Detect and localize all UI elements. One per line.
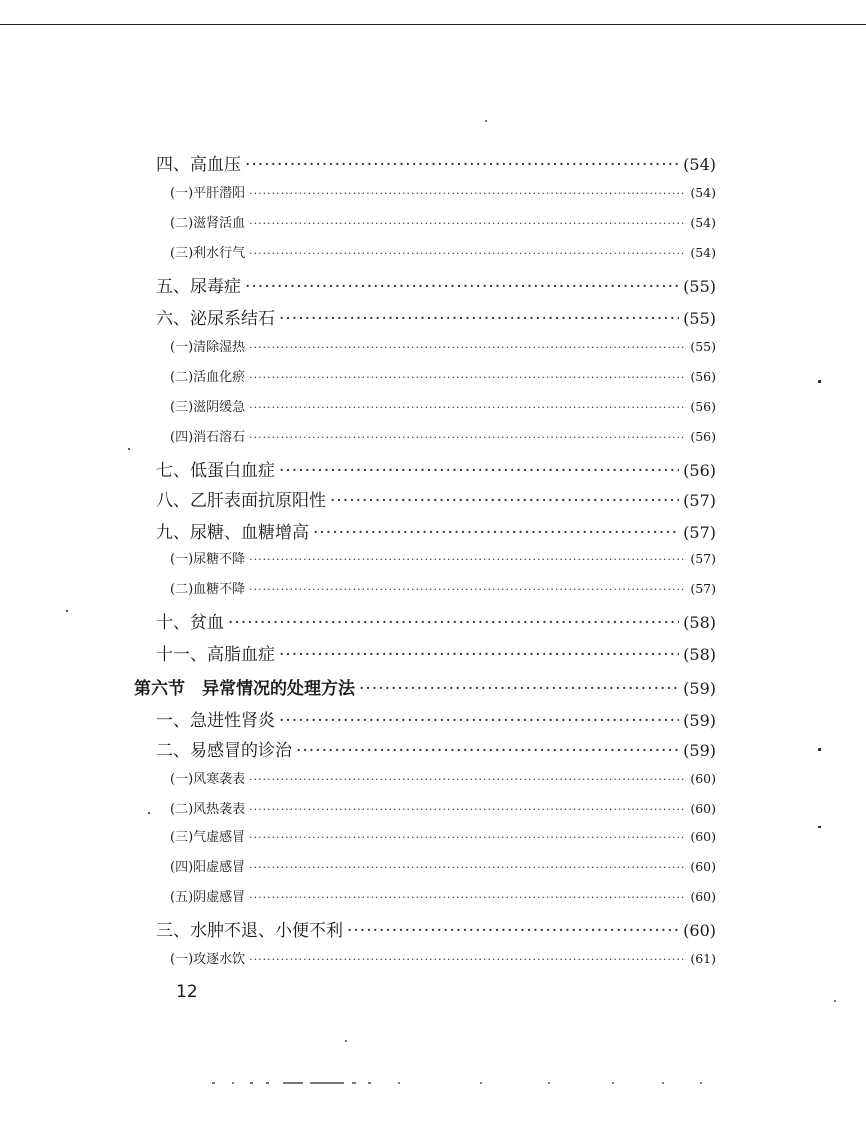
toc-entry-label: 第六节 异常情况的处理方法 bbox=[134, 679, 355, 699]
toc-entry-page: (58) bbox=[683, 613, 716, 632]
toc-entry-page: (56) bbox=[690, 399, 716, 414]
toc-entry-page: (57) bbox=[683, 523, 716, 542]
toc-entry-page: (54) bbox=[690, 215, 716, 230]
page-number: 12 bbox=[176, 982, 198, 1002]
toc-entry-label: 一、急进性肾炎 bbox=[156, 711, 275, 731]
toc-entry-page: (60) bbox=[690, 771, 716, 786]
toc-entry-page: (55) bbox=[690, 339, 716, 354]
toc-entry-page: (56) bbox=[683, 461, 716, 480]
toc-entry-page: (54) bbox=[690, 185, 716, 200]
toc-entry-label: (二)风热袭表 bbox=[170, 802, 246, 817]
toc-entry-page: (54) bbox=[690, 245, 716, 260]
toc-entry-page: (59) bbox=[683, 679, 716, 698]
toc-entry-page: (59) bbox=[683, 711, 716, 730]
toc-entry-page: (60) bbox=[690, 889, 716, 904]
toc-entry-label: (一)风寒袭表 bbox=[170, 772, 246, 787]
toc-entry-page: (61) bbox=[690, 951, 716, 966]
toc-entry-label: (三)滋阴缓急 bbox=[170, 400, 246, 415]
toc-entry-label: 十一、高脂血症 bbox=[156, 645, 275, 665]
toc-entry-page: (60) bbox=[690, 859, 716, 874]
toc-entry-label: 六、泌尿系结石 bbox=[156, 309, 275, 329]
toc-entry-label: 五、尿毒症 bbox=[156, 277, 241, 297]
toc-entry-page: (55) bbox=[683, 309, 716, 328]
toc-entry-label: (一)攻逐水饮 bbox=[170, 952, 246, 967]
toc-entry-label: (一)平肝潜阳 bbox=[170, 186, 246, 201]
toc-entry-page: (56) bbox=[690, 429, 716, 444]
toc-entry-label: 四、高血压 bbox=[156, 155, 241, 175]
toc-entry-page: (59) bbox=[683, 741, 716, 760]
toc-entry-page: (57) bbox=[690, 551, 716, 566]
toc-entry-label: 七、低蛋白血症 bbox=[156, 461, 275, 481]
toc-entry-page: (55) bbox=[683, 277, 716, 296]
toc-entry-page: (57) bbox=[690, 581, 716, 596]
toc-entry-label: (三)利水行气 bbox=[170, 246, 246, 261]
toc-entry-page: (58) bbox=[683, 645, 716, 664]
toc-entry-label: (三)气虚感冒 bbox=[170, 830, 246, 845]
toc-entry-label: (二)活血化瘀 bbox=[170, 370, 246, 385]
toc-entry-label: 八、乙肝表面抗原阳性 bbox=[156, 491, 326, 511]
toc-entry-page: (56) bbox=[690, 369, 716, 384]
toc-entry-page: (60) bbox=[690, 829, 716, 844]
toc-entry-page: (60) bbox=[690, 801, 716, 816]
toc-entry-label: (四)阳虚感冒 bbox=[170, 860, 246, 875]
toc-entry-page: (60) bbox=[683, 921, 716, 940]
toc-entry-label: (一)清除湿热 bbox=[170, 340, 246, 355]
toc-entry-label: (四)消石溶石 bbox=[170, 430, 246, 445]
toc-entry-label: 二、易感冒的诊治 bbox=[156, 741, 292, 761]
toc-entry-label: (二)滋肾活血 bbox=[170, 216, 246, 231]
toc-entry-label: (五)阴虚感冒 bbox=[170, 890, 246, 905]
toc-entry-label: 三、水肿不退、小便不利 bbox=[156, 921, 343, 941]
toc-entry-page: (54) bbox=[683, 155, 716, 174]
toc-entry-page: (57) bbox=[683, 491, 716, 510]
toc-entry-label: (二)血糖不降 bbox=[170, 582, 246, 597]
toc-entry-label: 九、尿糖、血糖增高 bbox=[156, 523, 309, 543]
toc-entry-label: 十、贫血 bbox=[156, 613, 224, 633]
toc-entry-label: (一)尿糖不降 bbox=[170, 552, 246, 567]
